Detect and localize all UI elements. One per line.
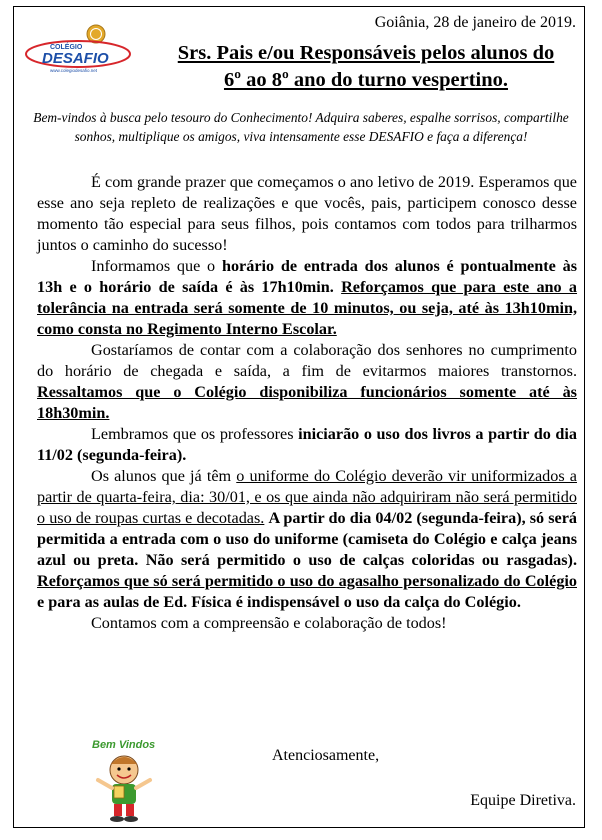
paragraph-welcome: É com grande prazer que começamos o ano letivo de 2019. Esperamos que esse ano seja repleto de realizações e que vocês, pais, participem conosco desse momento tão especial para seus filhos, pois contamos com todos para trilharmos juntos o caminho do sucesso! xyxy=(37,173,577,254)
paragraph-uniform: Os alunos que já têm o uniforme do Colégio deverão vir uniformizados a partir de quarta-feira, dia: 30/01, e os que ainda não adquiriram não será permitido o uso de roupas curtas e decotadas. A partir do dia 04/02 (segunda-feira), só será permitida a entrada com o uso do uniforme (camiseta do Colégio e calça jeans azul ou preta. Não será permitido o uso de calças coloridas ou rasgadas). Reforçamos que só será permitido o uso do agasalho personalizado do Colégio e para as aulas de Ed. Física é indispensável o uso da calça do Colégio. xyxy=(37,467,578,611)
signature: Equipe Diretiva. xyxy=(470,792,576,809)
svg-text:COLÉGIO: COLÉGIO xyxy=(50,44,83,51)
paragraph-books: Lembramos que os professores iniciarão o uso dos livros a partir do dia 11/02 (segunda-feira). xyxy=(37,425,577,464)
svg-text:Bem Vindos: Bem Vindos xyxy=(92,739,156,751)
svg-text:www.colegiodesafio.net: www.colegiodesafio.net xyxy=(50,68,98,73)
paragraph-thanks: Contamos com a compreensão e colaboração de todos! xyxy=(91,614,447,632)
paragraph-schedule: Informamos que o horário de entrada dos alunos é pontualmente às 13h e o horário de saída é às 17h10min. Reforçamos que para este ano a tolerância na entrada será somente de 10 minutos, ou seja, até às 13h10min, como consta no Regimento Interno Escolar. xyxy=(37,257,578,338)
letter-body xyxy=(37,172,577,634)
pe-notice: e para as aulas de Ed. Física é indispensável o uso da calça do Colégio. xyxy=(37,593,521,611)
paragraph-cooperation: Gostaríamos de contar com a colaboração dos senhores no cumprimento do horário de chegada e saída, a fim de evitarmos maiores transtornos. Ressaltamos que o Colégio disponibiliza funcionários somente até às 18h30min. xyxy=(37,341,577,422)
closing-salutation: Atenciosamente, xyxy=(272,747,380,764)
school-logo xyxy=(22,24,134,74)
books-start-notice: iniciarão o uso dos livros a partir do dia 11/02 (segunda-feira). xyxy=(37,425,577,464)
letter-date: Goiânia, 28 de janeiro de 2019. xyxy=(374,14,576,31)
uniform-notice: o uniforme do Colégio deverão vir uniformizados a partir de quarta-feira, dia: 30/01, e os que ainda não adquiriram não será permitido o uso de roupas curtas e decotadas. xyxy=(37,467,577,527)
staff-hours-notice: Ressaltamos que o Colégio disponibiliza funcionários somente até às 18h30min. xyxy=(37,383,577,422)
welcome-motto: Bem-vindos à busca pelo tesouro do Conhecimento! Adquira saberes, espalhe sorrisos, compartilhe sonhos, multiplique os amigos, viva intensamente esse DESAFIO e faça a diferença! xyxy=(33,110,569,144)
uniform-required-notice: A partir do dia 04/02 (segunda-feira), só será permitida a entrada com o uso do uniforme (camiseta do Colégio e calça jeans azul ou preta. Não será permitido o uso de calças coloridas ou rasgadas). xyxy=(37,509,578,569)
title-line-2: 6º ao 8º ano do turno vespertino. xyxy=(223,69,509,91)
welcome-mascot xyxy=(84,734,164,824)
svg-text:DESAFIO: DESAFIO xyxy=(42,50,109,67)
schedule-times: horário de entrada dos alunos é pontualmente às 13h e o horário de saída é às 17h10min. xyxy=(37,257,577,296)
tolerance-notice: Reforçamos que para este ano a tolerância na entrada será somente de 10 minutos, ou seja, até às 13h10min, como consta no Regimento Interno Escolar. xyxy=(37,278,578,338)
jacket-notice: Reforçamos que só será permitido o uso do agasalho personalizado do Colégio xyxy=(37,572,577,590)
letter-title xyxy=(150,40,582,94)
title-line-1: Srs. Pais e/ou Responsáveis pelos alunos do xyxy=(177,42,555,64)
